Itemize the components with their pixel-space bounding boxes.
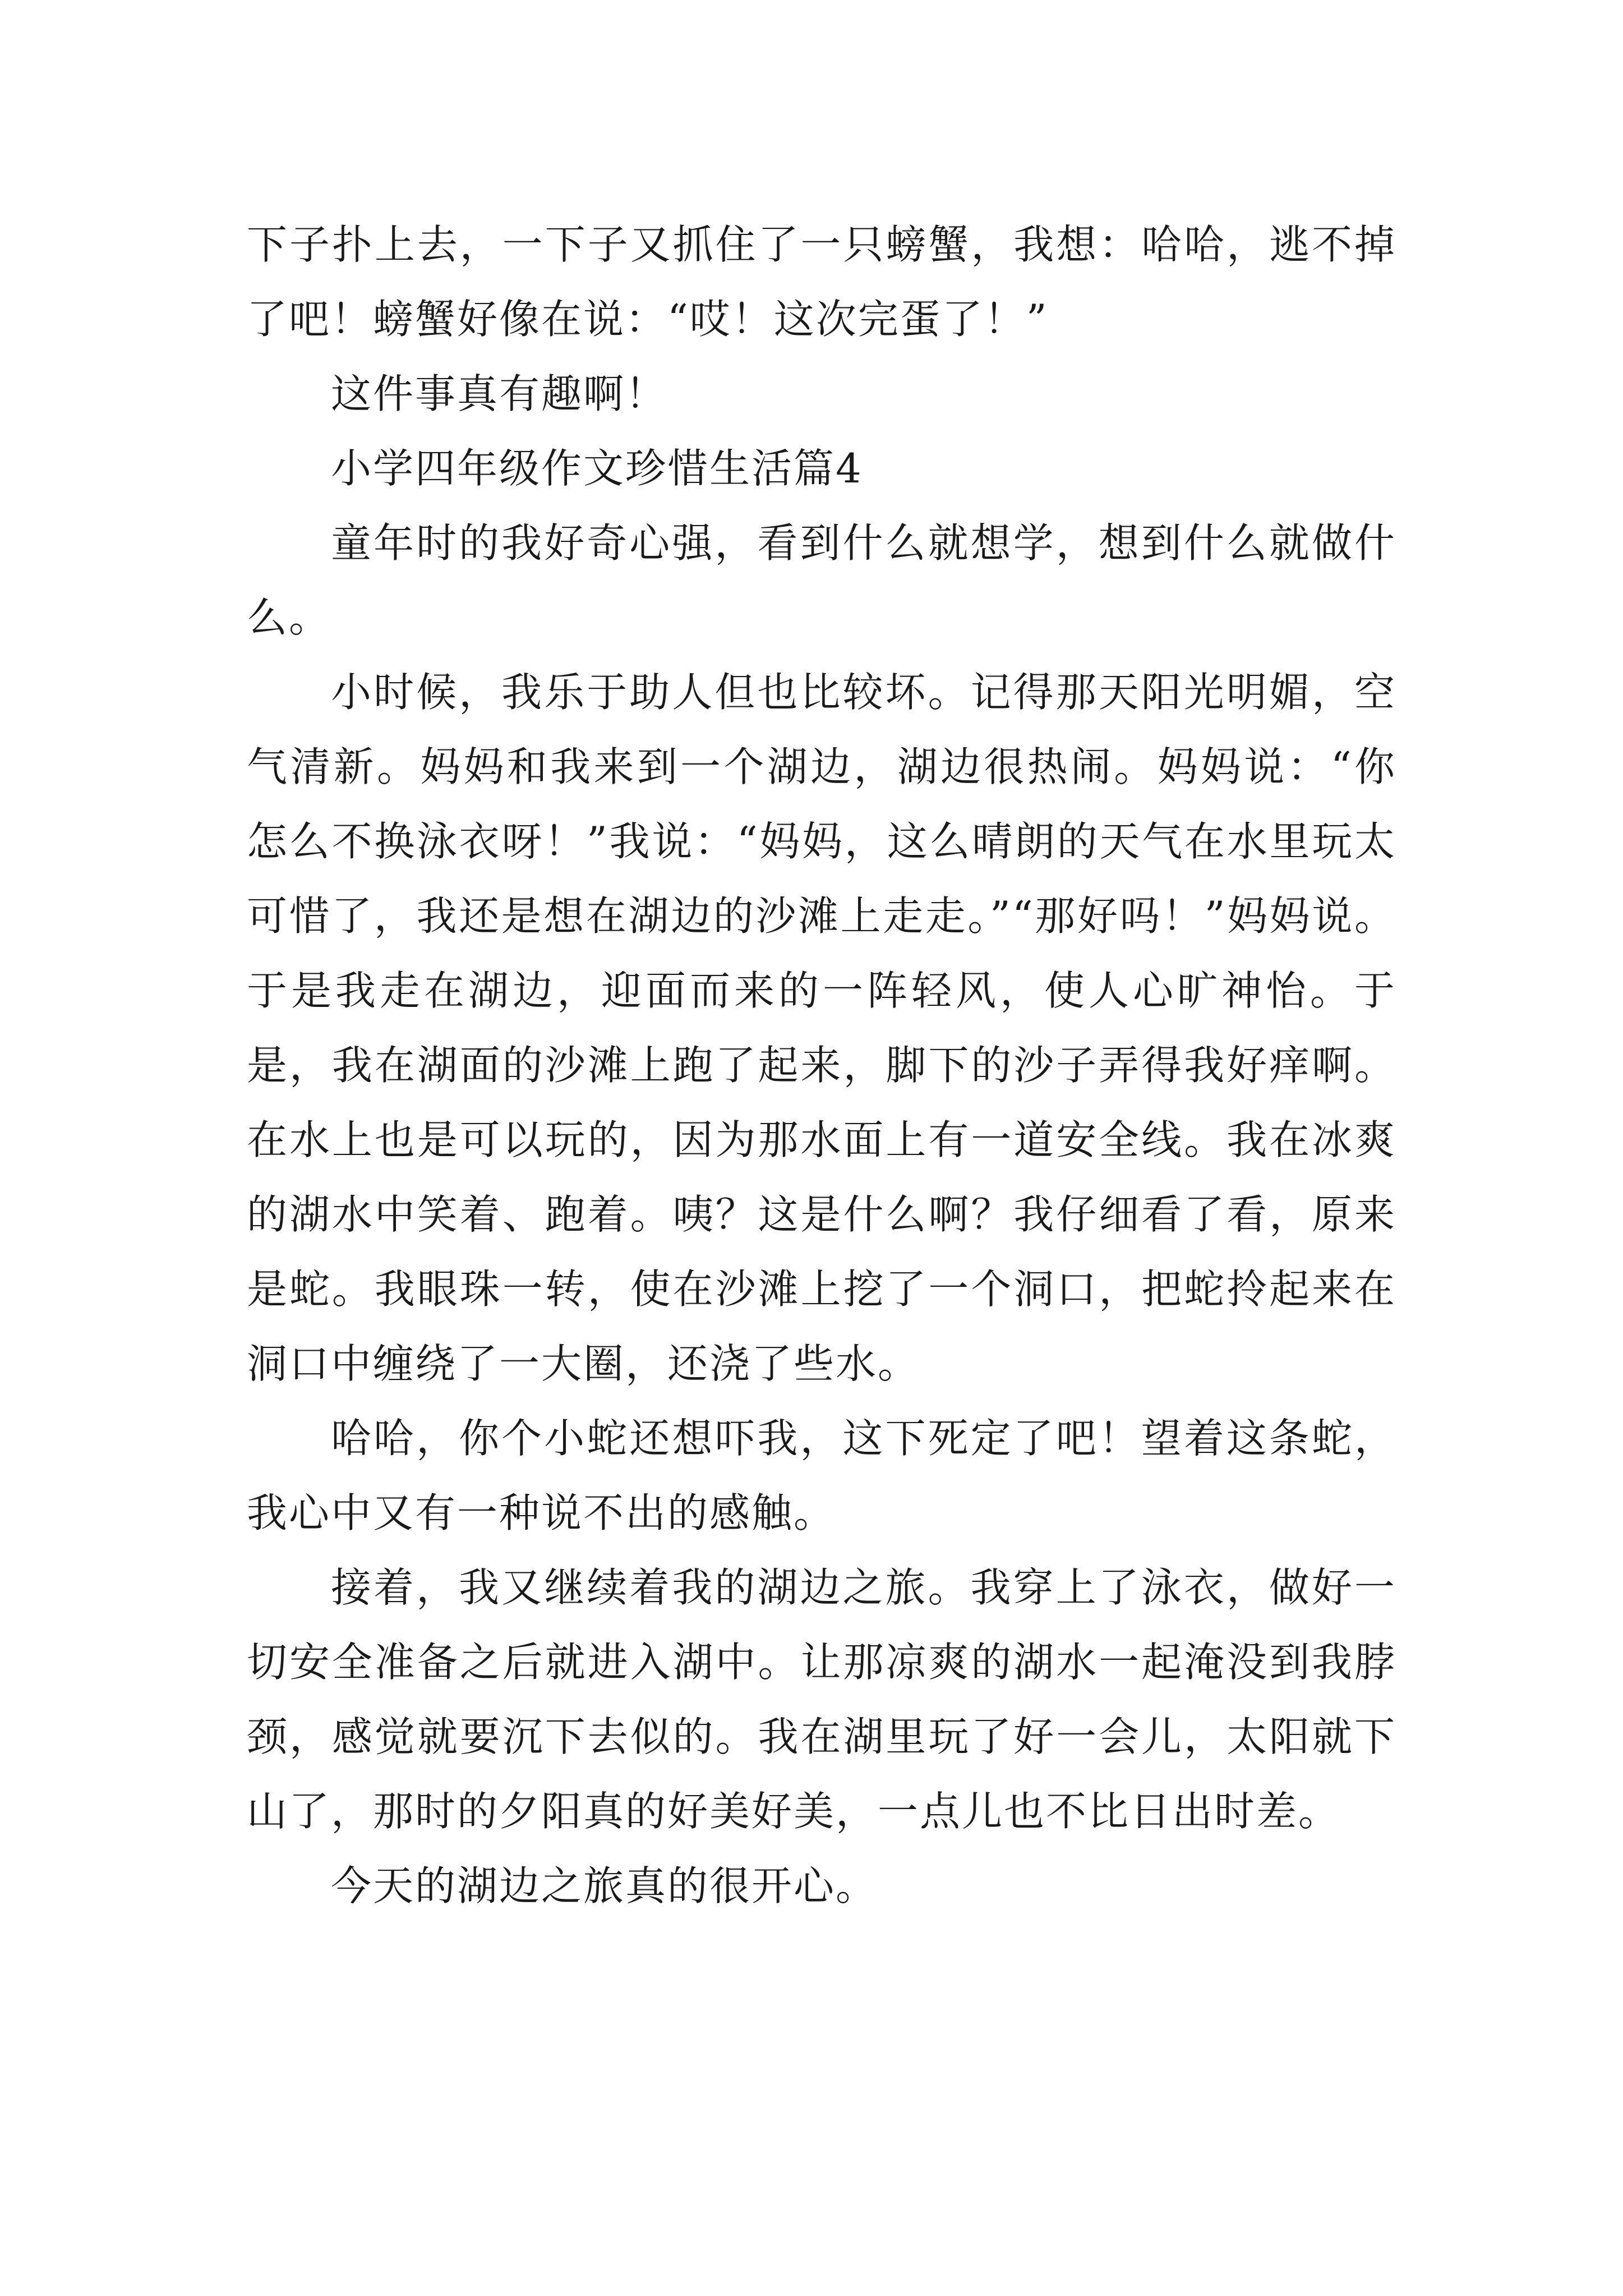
paragraph-continued: 下子扑上去，一下子又抓住了一只螃蟹，我想：哈哈，逃不掉了吧！螃蟹好像在说：“哎！这次完蛋了！” [247,221,1396,343]
paragraph-intro: 童年时的我好奇心强，看到什么就想学，想到什么就做什么。 [247,519,1396,641]
essay-title: 小学四年级作文珍惜生活篇4 [331,445,863,492]
paragraph-swim: 接着，我又继续着我的湖边之旅。我穿上了泳衣，做好一切安全准备之后就进入湖中。让那凉爽的湖水一起淹没到我脖颈，感觉就要沉下去似的。我在湖里玩了好一会儿，太阳就下山了，那时的夕阳真的好美好美，一点儿也不比日出时差。 [247,1564,1396,1835]
paragraph-snake: 哈哈，你个小蛇还想吓我，这下死定了吧！望着这条蛇，我心中又有一种说不出的感触。 [247,1415,1396,1536]
paragraph-conclusion: 今天的湖边之旅真的很开心。 [331,1862,878,1910]
document-body [247,208,1396,1924]
paragraph-closing-remark: 这件事真有趣啊！ [331,370,668,417]
paragraph-lake-story: 小时候，我乐于助人但也比较坏。记得那天阳光明媚，空气清新。妈妈和我来到一个湖边，湖边很热闹。妈妈说：“你怎么不换泳衣呀！”我说：“妈妈，这么晴朗的天气在水里玩太可惜了，我还是想在湖边的沙滩上走走。”“那好吗！”妈妈说。于是我走在湖边，迎面而来的一阵轻风，使人心旷神怡。于是，我在湖面的沙滩上跑了起来，脚下的沙子弄得我好痒啊。在水上也是可以玩的，因为那水面上有一道安全线。我在冰爽的湖水中笑着、跑着。咦？这是什么啊？我仔细看了看，原来是蛇。我眼珠一转，使在沙滩上挖了一个洞口，把蛇拎起来在洞口中缠绕了一大圈，还浇了些水。 [247,669,1396,1387]
